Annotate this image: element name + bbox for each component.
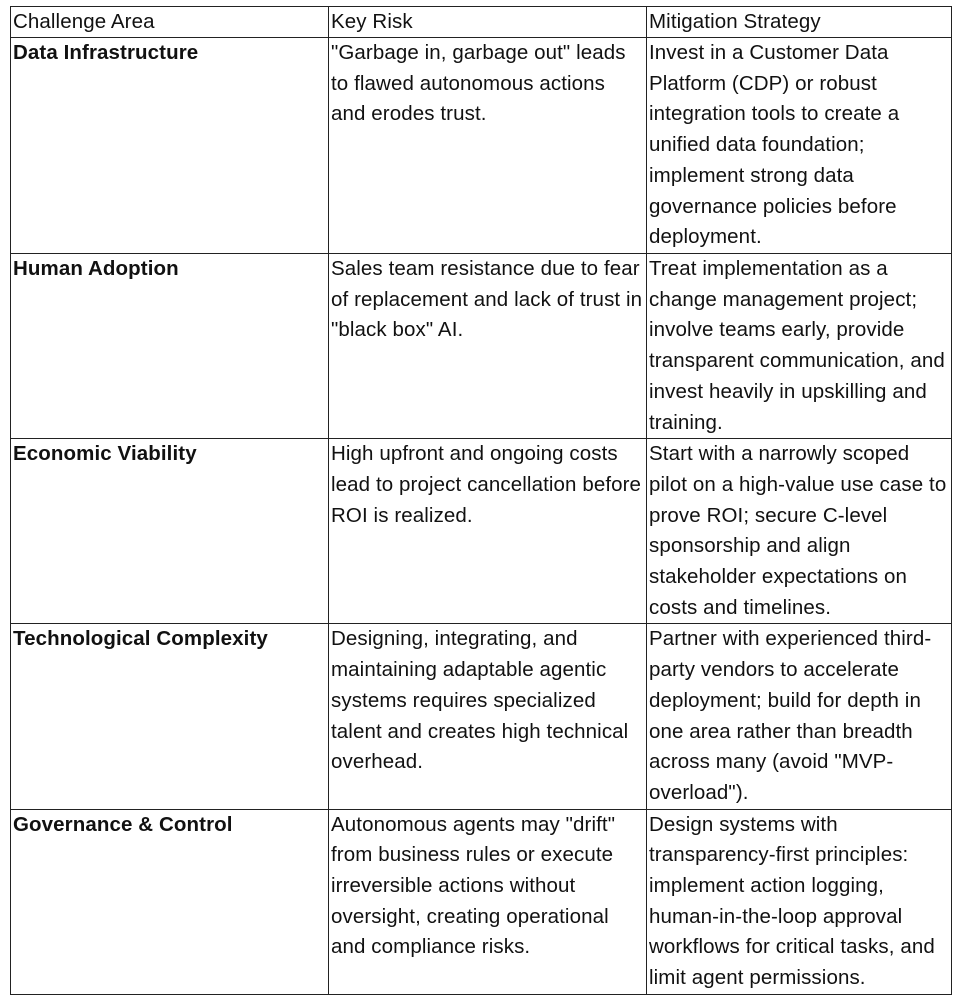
cell-challenge-area: Technological Complexity — [11, 624, 329, 809]
table-row — [11, 254, 952, 439]
cell-key-risk: High upfront and ongoing costs lead to project cancellation before ROI is realized. — [329, 439, 647, 624]
cell-challenge-area: Data Infrastructure — [11, 38, 329, 254]
cell-challenge-area: Governance & Control — [11, 809, 329, 994]
cell-mitigation-strategy: Invest in a Customer Data Platform (CDP) or robust integration tools to create a unified data foundation; implement strong data governance policies before deployment. — [647, 38, 952, 254]
cell-mitigation-strategy: Design systems with transparency-first principles: implement action logging, human-in-the-loop approval workflows for critical tasks, and limit agent permissions. — [647, 809, 952, 994]
table-row — [11, 439, 952, 624]
cell-challenge-area: Economic Viability — [11, 439, 329, 624]
cell-mitigation-strategy: Start with a narrowly scoped pilot on a high-value use case to prove ROI; secure C-level sponsorship and align stakeholder expectations on costs and timelines. — [647, 439, 952, 624]
challenge-table-container — [10, 6, 951, 995]
cell-mitigation-strategy: Partner with experienced third-party vendors to accelerate deployment; build for depth in one area rather than breadth across many (avoid "MVP-overload"). — [647, 624, 952, 809]
cell-challenge-area: Human Adoption — [11, 254, 329, 439]
table-row — [11, 809, 952, 994]
challenge-table — [10, 6, 952, 995]
cell-key-risk: Autonomous agents may "drift" from business rules or execute irreversible actions without oversight, creating operational and compliance risks. — [329, 809, 647, 994]
header-row — [11, 7, 952, 38]
cell-mitigation-strategy: Treat implementation as a change management project; involve teams early, provide transparent communication, and invest heavily in upskilling and training. — [647, 254, 952, 439]
cell-key-risk: Sales team resistance due to fear of replacement and lack of trust in "black box" AI. — [329, 254, 647, 439]
table-row — [11, 38, 952, 254]
table-body — [11, 38, 952, 995]
table-header — [11, 7, 952, 38]
header-key-risk: Key Risk — [329, 7, 647, 38]
table-row — [11, 624, 952, 809]
cell-key-risk: "Garbage in, garbage out" leads to flawed autonomous actions and erodes trust. — [329, 38, 647, 254]
header-challenge-area: Challenge Area — [11, 7, 329, 38]
header-mitigation-strategy: Mitigation Strategy — [647, 7, 952, 38]
cell-key-risk: Designing, integrating, and maintaining adaptable agentic systems requires specialized talent and creates high technical overhead. — [329, 624, 647, 809]
